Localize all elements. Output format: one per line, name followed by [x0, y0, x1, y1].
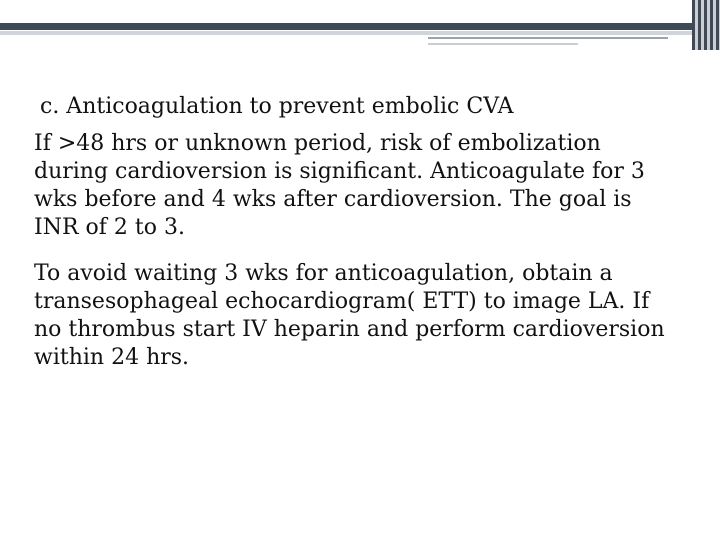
- paragraph-anticoagulation-duration: If >48 hrs or unknown period, risk of embolization during cardioversion is significant. Anticoagulate for 3 wks before and 4 wks after cardioversion. The goal is INR of 2 to 3.: [34, 131, 645, 240]
- header-bar-light: [0, 31, 700, 35]
- header-bar-dark: [0, 23, 700, 30]
- paragraph-tee-alternative: To avoid waiting 3 wks for anticoagulation, obtain a transesophageal echocardiogram( ETT) to image LA. If no thrombus start IV heparin and perform cardioversion within 24 hrs.: [34, 261, 665, 370]
- corner-stripes-decoration: [692, 0, 720, 50]
- slide-content: [34, 92, 674, 372]
- header-accent-line-short: [428, 43, 578, 45]
- header-accent-line: [428, 37, 668, 39]
- slide-header-band: [0, 0, 720, 24]
- slide-heading: c. Anticoagulation to prevent embolic CVA: [40, 94, 514, 119]
